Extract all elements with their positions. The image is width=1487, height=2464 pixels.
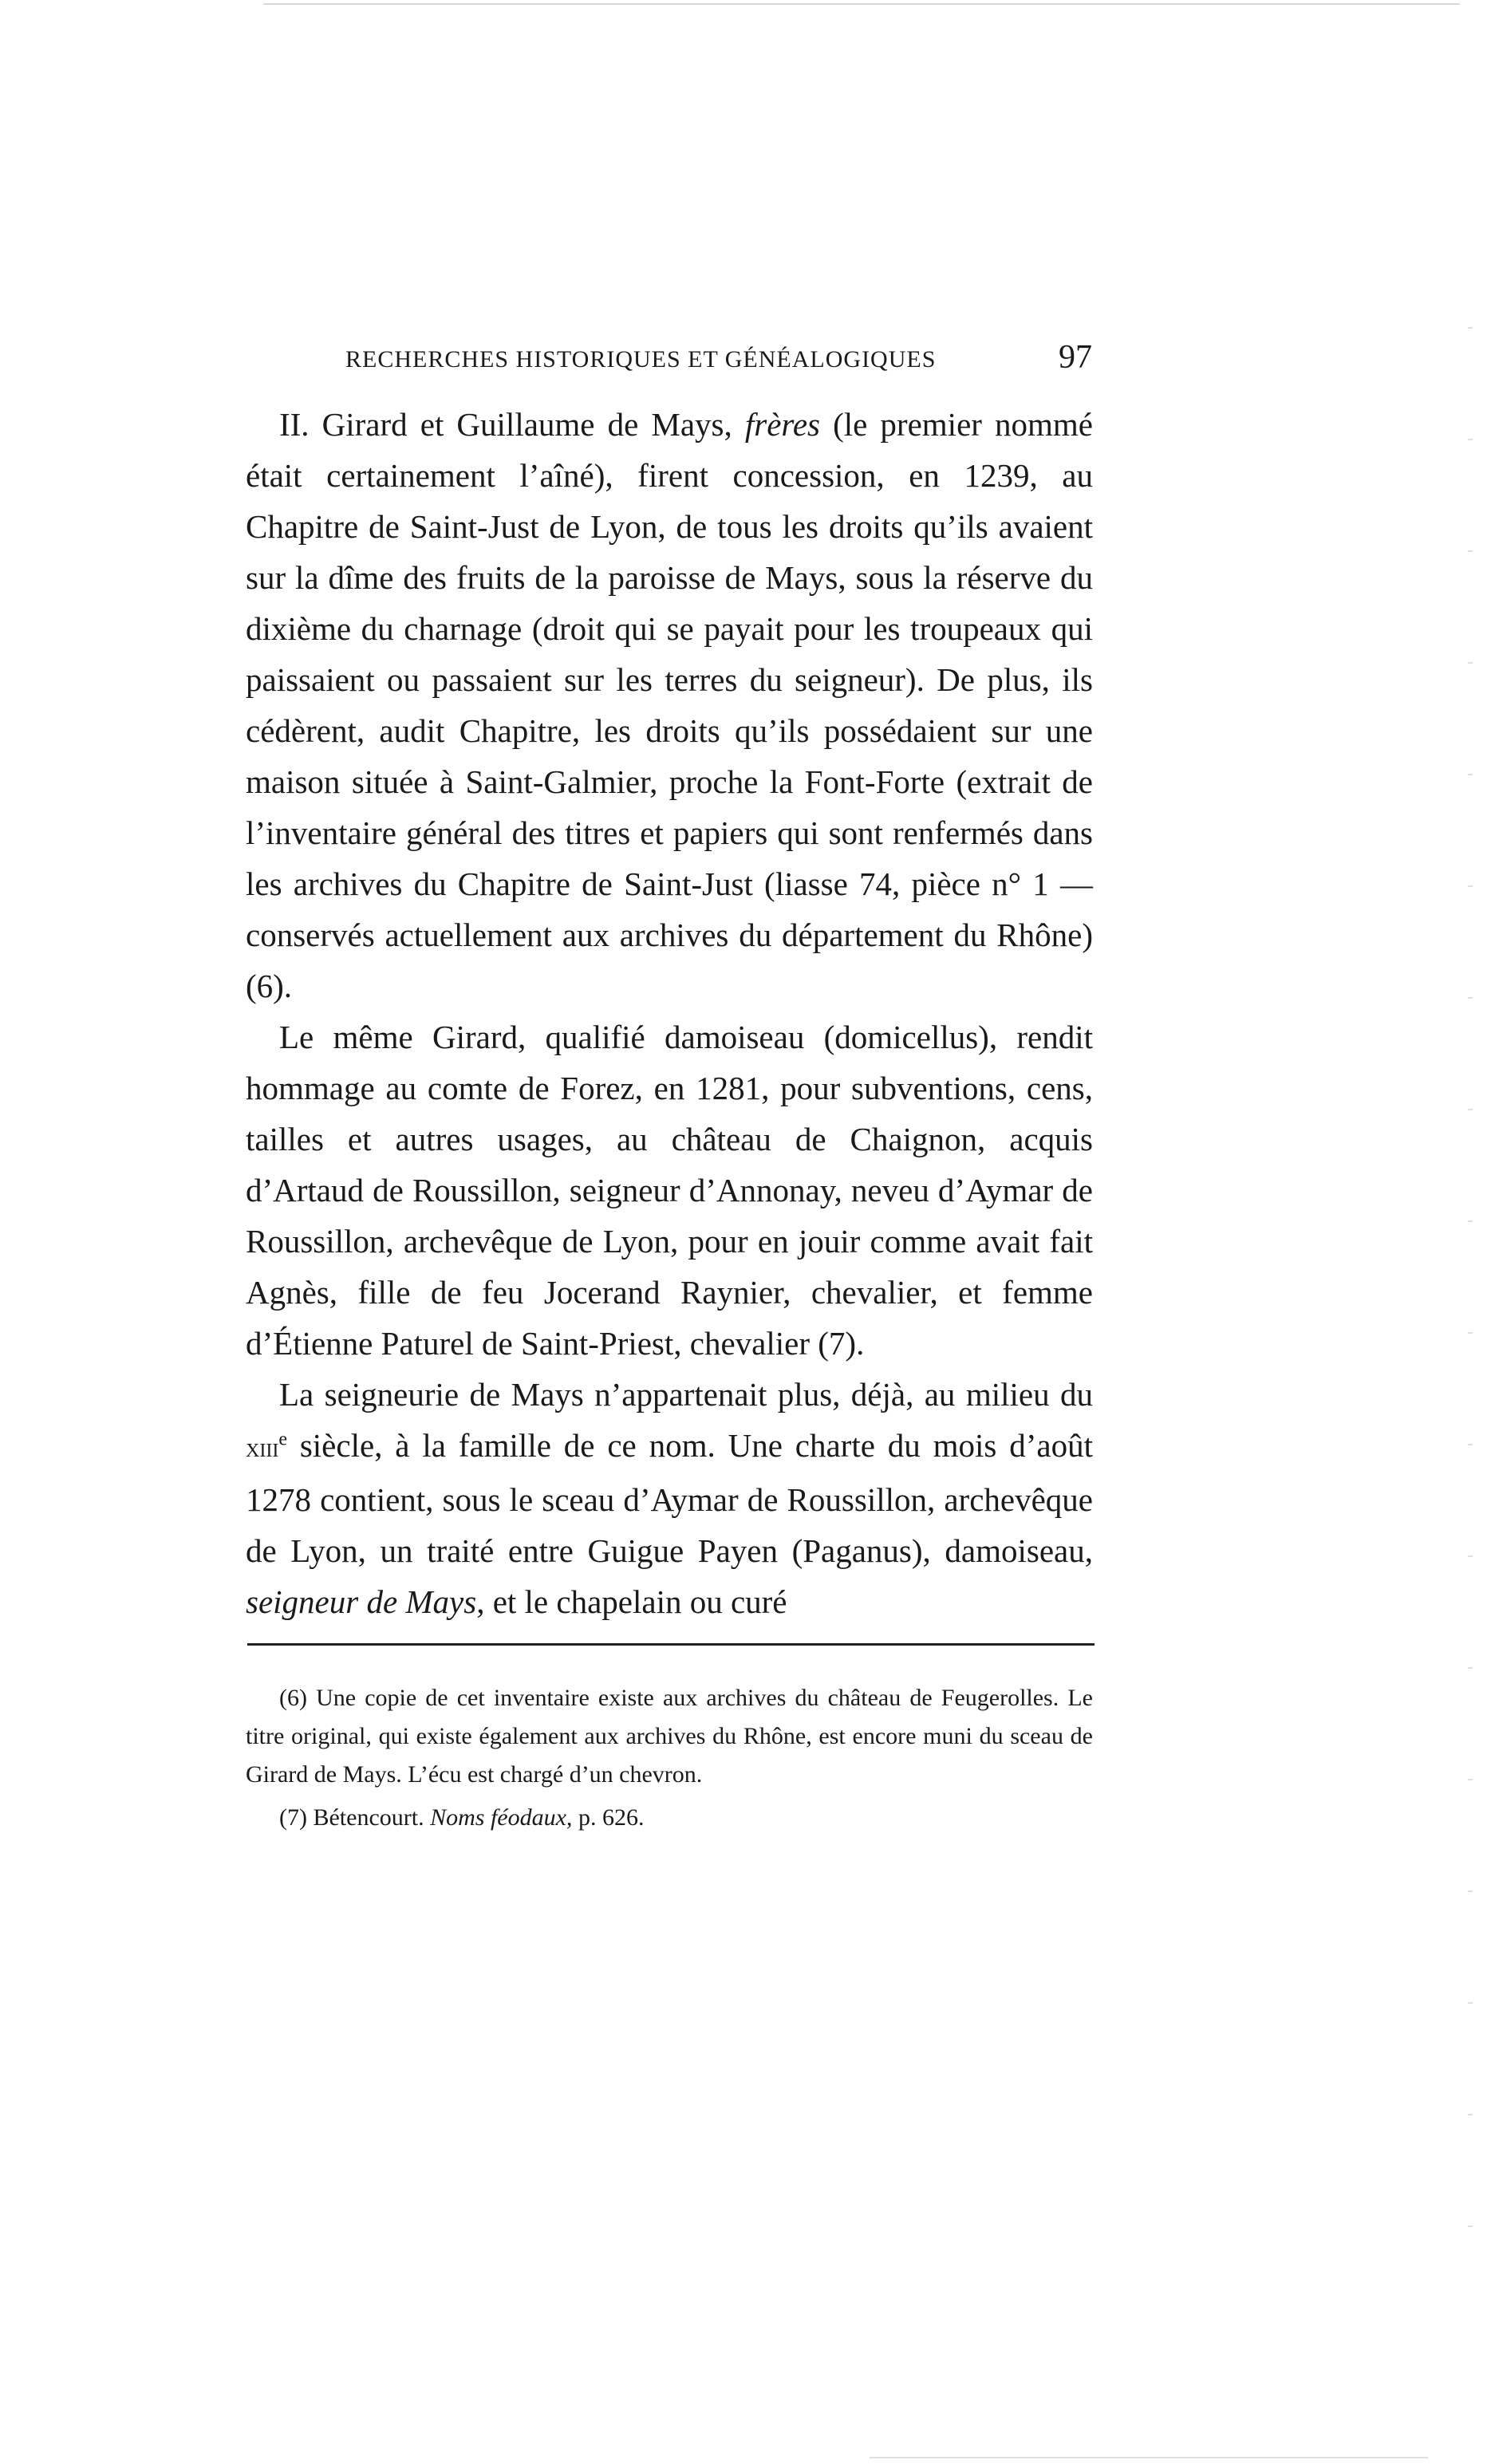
page-header xyxy=(345,338,1092,394)
paragraph-3-middle: siècle, à la famille de ce nom. Une charte du mois d’août 1278 contient, sous le sceau d’Aymar de Roussillon, archevêque de Lyon, un traité entre Guigue Payen (Paganus), damoiseau, xyxy=(246,1427,1093,1569)
paragraph-3 xyxy=(246,1369,1093,1627)
scan-edge-right xyxy=(1468,279,1473,2273)
paragraph-1-rest: (le premier nommé était certainement l’aîné), firent concession, en 1239, au Chapitre de Saint-Just de Lyon, de tous les droits qu’ils avaient sur la dîme des fruits de la paroisse de Mays, sous la réserve du dixième du charnage (droit qui se payait pour les troupeaux qui paissaient ou passaient sur les terres du seigneur). De plus, ils cédèrent, audit Chapitre, les droits qu’ils possédaient sur une maison située à Saint-Galmier, proche la Font-Forte (extrait de l’inventaire général des titres et papiers qui sont renfermés dans les archives du Chapitre de Saint-Just (liasse 74, pièce n° 1 — conservés actuellement aux archives du département du Rhône) (6). xyxy=(246,406,1093,1004)
footnote-7-italic: Noms féodaux, xyxy=(430,1804,573,1831)
footnote-7-start: (7) Bétencourt. xyxy=(279,1804,431,1831)
paragraph-1-italic: frères xyxy=(744,406,820,443)
paragraph-3-end: , et le chapelain ou curé xyxy=(476,1583,787,1620)
paragraph-1 xyxy=(246,399,1093,1011)
scan-edge-top xyxy=(263,3,1460,5)
paragraph-3-italic: seigneur de Mays xyxy=(246,1583,477,1620)
paragraph-1-start: II. Girard et Guillaume de Mays, xyxy=(279,406,745,443)
century-numeral: xiii xyxy=(246,1433,279,1463)
scan-edge-bottom xyxy=(870,2457,1428,2458)
footnote-7-end: p. 626. xyxy=(572,1804,645,1831)
paragraph-2: Le même Girard, qualifié damoiseau (domicellus), rendit hommage au comte de Forez, en 1281, pour subventions, cens, tailles et autres usages, au château de Chaignon, acquis d’Artaud de Roussillon, seigneur d’Annonay, neveu d’Aymar de Roussillon, archevêque de Lyon, pour en jouir comme avait fait Agnès, fille de feu Jocerand Raynier, chevalier, et femme d’Étienne Paturel de Saint-Priest, chevalier (7). xyxy=(246,1019,1093,1362)
footnote-separator xyxy=(247,1643,1095,1646)
running-title: RECHERCHES HISTORIQUES ET GÉNÉALOGIQUES xyxy=(345,346,937,373)
footnote-7 xyxy=(246,1799,1093,1837)
paragraph-3-start: La seigneurie de Mays n’appartenait plus, déjà, au milieu du xyxy=(279,1376,1093,1413)
footnotes xyxy=(246,1679,1093,1842)
footnote-6: (6) Une copie de cet inventaire existe aux archives du château de Feugerolles. Le titre original, qui existe également aux archives du Rhône, est encore muni du sceau de Girard de Mays. L’écu est chargé d’un chevron. xyxy=(246,1685,1093,1788)
century-superscript: e xyxy=(278,1429,287,1450)
main-text xyxy=(246,399,1093,1627)
page-number: 97 xyxy=(1059,339,1092,376)
